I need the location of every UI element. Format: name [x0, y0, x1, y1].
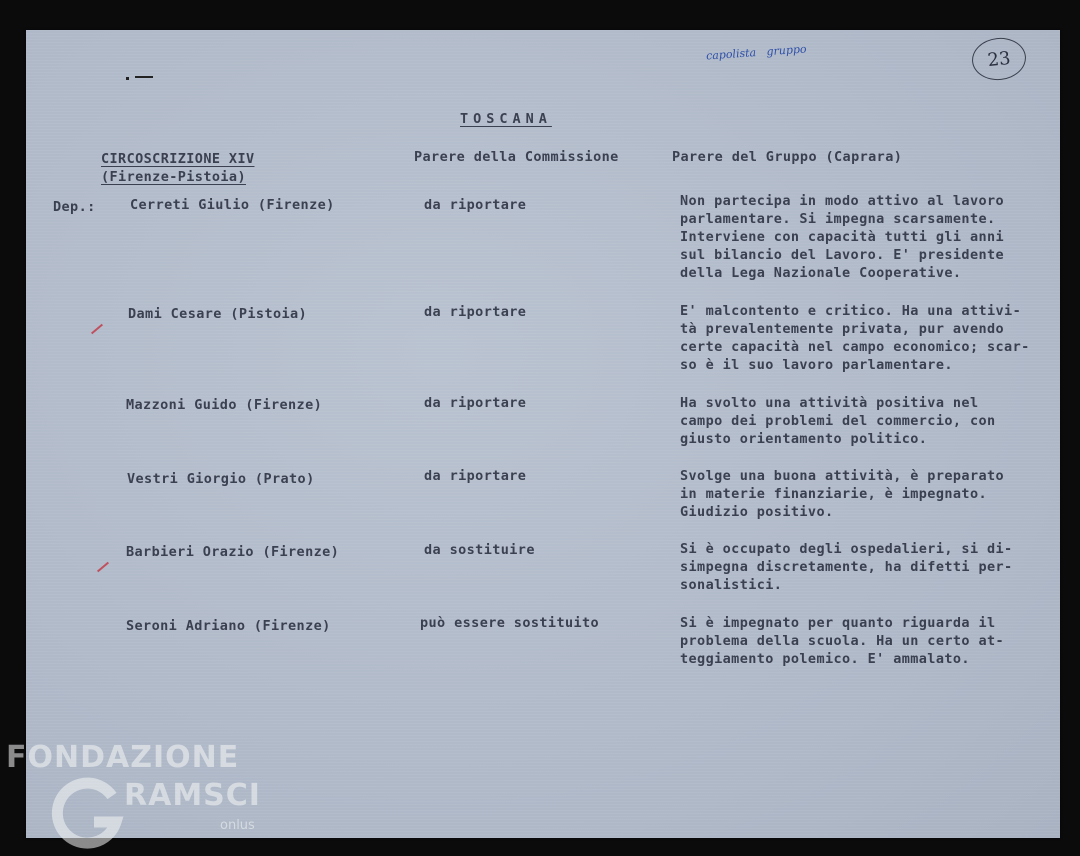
group-opinion: [680, 192, 1004, 282]
handwritten-note: capolista gruppo: [705, 42, 807, 63]
opinion-line: parlamentare. Si impegna scarsamente.: [680, 211, 996, 227]
deputy-name: Barbieri Orazio (Firenze): [126, 544, 340, 560]
opinion-line: Interviene con capacità tutti gli anni: [680, 229, 1005, 245]
opinion-line: tà prevalentemente privata, pur avendo: [680, 321, 1005, 337]
opinion-line: simpegna discretamente, ha difetti per-: [680, 559, 1013, 575]
header-commission: Parere della Commissione: [414, 149, 619, 165]
opinion-line: Si è occupato degli ospedalieri, si di-: [680, 541, 1013, 557]
opinion-line: E' malcontento e critico. Ha una attivi-: [680, 303, 1022, 319]
watermark-line3: onlus: [220, 818, 255, 833]
commission-opinion: da riportare: [424, 468, 527, 484]
opinion-line: Giudizio positivo.: [680, 504, 834, 520]
deputy-name: Mazzoni Guido (Firenze): [126, 397, 323, 413]
page-title: TOSCANA: [460, 111, 552, 127]
opinion-line: sonalistici.: [680, 577, 783, 593]
group-opinion: [680, 614, 1004, 668]
commission-opinion: può essere sostituito: [420, 615, 600, 631]
opinion-line: problema della scuola. Ha un certo at-: [680, 633, 1005, 649]
watermark-line1: FONDAZIONE: [6, 740, 240, 775]
ink-mark: [126, 66, 156, 68]
group-opinion: [680, 540, 1013, 594]
opinion-line: so è il suo lavoro parlamentare.: [680, 357, 953, 373]
opinion-line: della Lega Nazionale Cooperative.: [680, 265, 962, 281]
opinion-line: giusto orientamento politico.: [680, 431, 928, 447]
opinion-line: Si è impegnato per quanto riguarda il: [680, 615, 996, 631]
commission-opinion: da sostituire: [424, 542, 535, 558]
opinion-line: campo dei problemi del commercio, con: [680, 413, 996, 429]
opinion-line: teggiamento polemico. E' ammalato.: [680, 651, 970, 667]
opinion-line: certe capacità nel campo economico; scar-: [680, 339, 1030, 355]
section-area: (Firenze-Pistoia): [101, 169, 246, 185]
commission-opinion: da riportare: [424, 197, 527, 213]
opinion-line: Ha svolto una attività positiva nel: [680, 395, 979, 411]
deputy-name: Dami Cesare (Pistoia): [128, 306, 308, 322]
deputy-name: Seroni Adriano (Firenze): [126, 618, 331, 634]
deputy-name: Cerreti Giulio (Firenze): [130, 197, 335, 213]
dep-label: Dep.:: [53, 199, 96, 215]
opinion-line: in materie finanziarie, è impegnato.: [680, 486, 987, 502]
deputy-name: Vestri Giorgio (Prato): [127, 471, 315, 487]
watermark-line2: RAMSCI: [124, 778, 261, 813]
opinion-line: Non partecipa in modo attivo al lavoro: [680, 193, 1005, 209]
opinion-line: sul bilancio del Lavoro. E' presidente: [680, 247, 1005, 263]
commission-opinion: da riportare: [424, 395, 527, 411]
gramsci-g-logo-icon: [50, 774, 130, 854]
page-number: 23: [970, 35, 1028, 82]
group-opinion: [680, 467, 1004, 521]
header-group: Parere del Gruppo (Caprara): [672, 149, 903, 165]
commission-opinion: da riportare: [424, 304, 527, 320]
section-name: CIRCOSCRIZIONE XIV: [101, 151, 255, 167]
opinion-line: Svolge una buona attività, è preparato: [680, 468, 1005, 484]
group-opinion: [680, 302, 1030, 374]
group-opinion: [680, 394, 996, 448]
ink-dash-icon: [126, 75, 156, 81]
